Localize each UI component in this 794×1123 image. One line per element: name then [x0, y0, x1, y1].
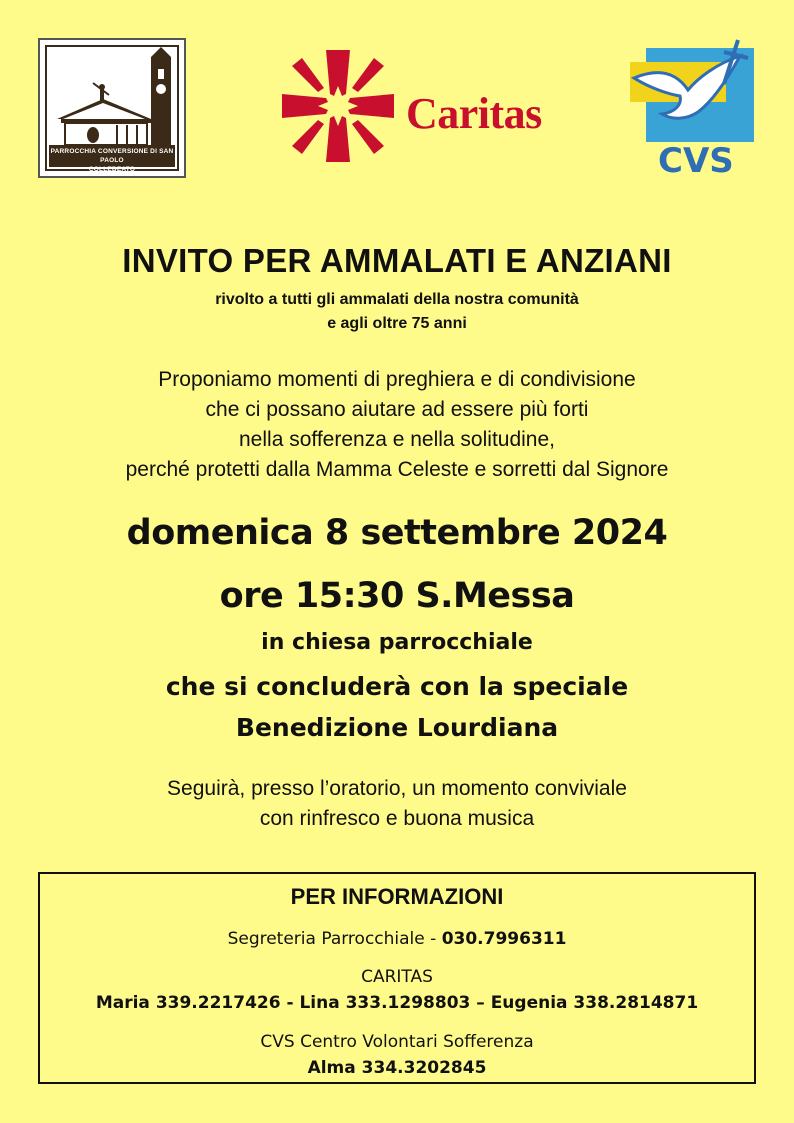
blessing-line1: che si concluderà con la speciale: [165, 672, 629, 701]
caritas-wordmark: Caritas: [406, 89, 542, 138]
cvs-dove-icon: [628, 38, 758, 178]
caritas-label: CARITAS: [361, 967, 433, 987]
info-box: [38, 872, 756, 1084]
event-date: domenica 8 settembre 2024: [126, 513, 668, 553]
intro-line: che ci possano aiutare ad essere più forti: [205, 398, 589, 421]
after-line: Seguirà, presso l’oratorio, un momento conviviale: [167, 777, 627, 800]
after-line: con rinfresco e buona musica: [259, 807, 535, 830]
logos-row: [0, 36, 794, 186]
page-title: INVITO PER AMMALATI E ANZIANI: [122, 242, 672, 279]
intro-line: Proponiamo momenti di preghiera e di condivisione: [158, 368, 636, 391]
secretary-label: Segreteria Parrocchiale -: [227, 929, 442, 949]
blessing-line2: Benedizione Lourdiana: [235, 713, 559, 742]
parish-logo: [38, 38, 186, 178]
after-paragraph: [0, 774, 794, 834]
parish-name-band: [49, 145, 175, 173]
parish-name-line2: COLLEBEATO: [88, 166, 136, 173]
subtitle-line2: e agli oltre 75 anni: [327, 315, 467, 332]
event-place: in chiesa parrocchiale: [261, 630, 533, 655]
caritas-cross-icon: [278, 46, 398, 166]
cvs-wordmark: CVS: [658, 141, 734, 178]
cvs-label: CVS Centro Volontari Sofferenza: [260, 1032, 534, 1052]
intro-line: nella sofferenza e nella solitudine,: [239, 428, 555, 451]
caritas-logo: [278, 46, 568, 166]
secretary-phone: 030.7996311: [441, 929, 567, 949]
intro-paragraph: [0, 365, 794, 485]
secretary-line: [40, 929, 754, 949]
cvs-contact: Alma 334.3202845: [307, 1058, 487, 1078]
cvs-logo: [628, 38, 758, 178]
subtitle-line1: rivolto a tutti gli ammalati della nostra comunità: [215, 291, 579, 308]
caritas-contacts: Maria 339.2217426 - Lina 333.1298803 – Eugenia 338.2814871: [95, 993, 699, 1013]
event-time: ore 15:30 S.Messa: [219, 576, 575, 616]
info-heading: PER INFORMAZIONI: [290, 884, 504, 909]
parish-name-line1: PARROCCHIA CONVERSIONE DI SAN PAOLO: [50, 148, 174, 164]
intro-line: perché protetti dalla Mamma Celeste e sorretti dal Signore: [125, 458, 669, 481]
